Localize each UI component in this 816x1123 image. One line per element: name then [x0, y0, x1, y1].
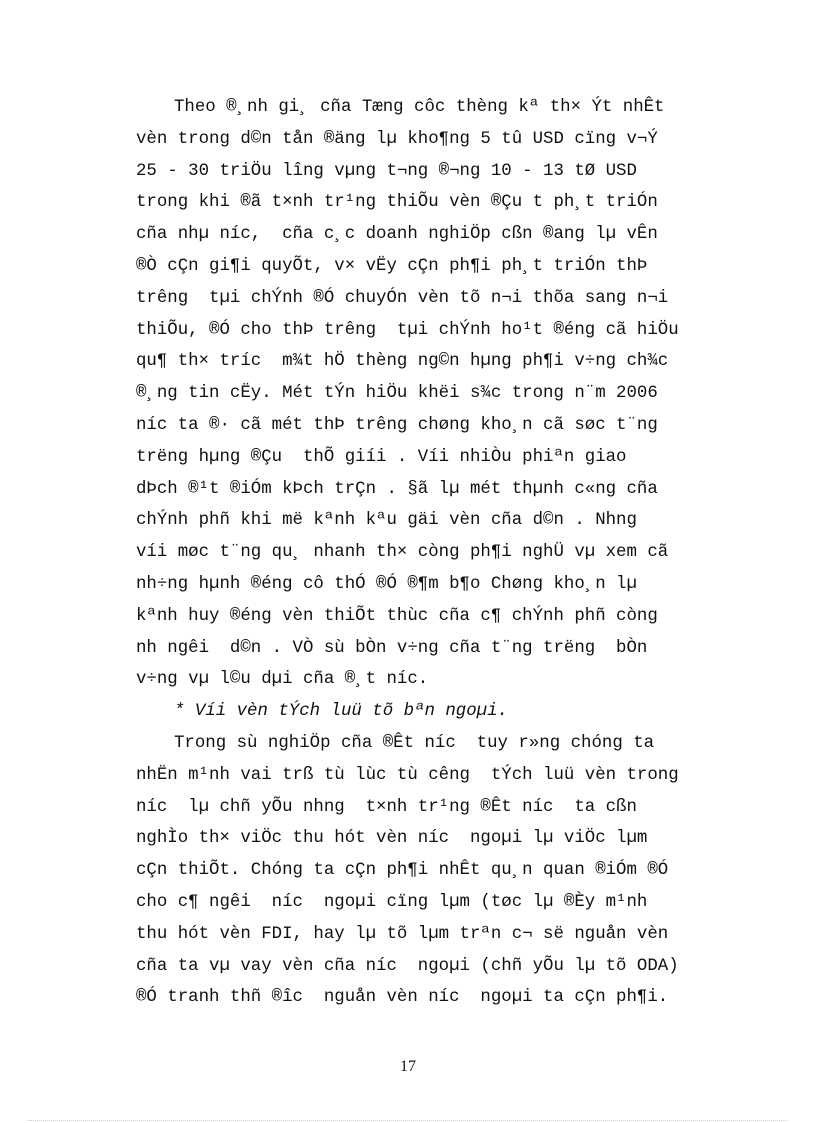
text-line: nh ngêi d©n . VÒ sù bÒn v÷ng cña t¨ng trëng bÒn	[136, 638, 648, 658]
text-line: * Víi vèn tÝch luü tõ bªn ngoµi.	[174, 702, 508, 722]
text-line: trêng tµi chÝnh ®Ó chuyÓn vèn tõ n¬i thõa sang n¬i	[136, 288, 669, 308]
text-line: 25 - 30 triÖu lîng vµng t¬ng ®¬ng 10 - 13 tØ USD	[136, 161, 637, 181]
paragraph-1	[136, 92, 768, 696]
text-line: níc lµ chñ yÕu nhng t×nh tr¹ng ®Êt níc ta cßn	[136, 797, 637, 817]
page-bottom-rule	[28, 1120, 788, 1121]
text-line: Theo ®¸nh gi¸ cña Tæng côc thèng kª th× Ýt nhÊt	[174, 98, 665, 117]
text-line: ®Ó tranh thñ ®îc nguån vèn níc ngoµi ta cÇn ph¶i.	[136, 988, 669, 1008]
text-line: v÷ng vµ l©u dµi cña ®¸t níc.	[136, 670, 429, 690]
page-body	[136, 92, 768, 1014]
paragraph-3	[136, 728, 768, 1014]
text-line: Trong sù nghiÖp cña ®Êt níc tuy r»ng chóng ta	[174, 733, 655, 753]
text-line: ®¸ng tin cËy. Mét tÝn hiÖu khëi s¾c trong n¨m 2006	[136, 384, 658, 404]
text-line: vèn trong d©n tån ®äng lµ kho¶ng 5 tû USD cïng v¬Ý	[136, 129, 658, 149]
text-line: qu¶ th× tríc m¾t hÖ thèng ng©n hµng ph¶i v÷ng ch¾c	[136, 352, 669, 372]
text-line: nghÌo th× viÖc thu hót vèn níc ngoµi lµ viÖc lµm	[136, 829, 648, 849]
text-line: thu hót vèn FDI, hay lµ tõ lµm trªn c¬ së nguån vèn	[136, 924, 669, 944]
text-line: víi møc t¨ng qu¸ nhanh th× còng ph¶i nghÜ vµ xem cã	[136, 543, 669, 563]
page-number: 17	[400, 1058, 416, 1075]
text-line: trëng hµng ®Çu thÕ giíi . Víi nhiÒu phiªn giao	[136, 447, 627, 467]
text-line: thiÕu, ®Ó cho thÞ trêng tµi chÝnh ho¹t ®éng cã hiÖu	[136, 320, 679, 340]
text-line: cña nhµ níc, cña c¸c doanh nghiÖp cßn ®ang lµ vÊn	[136, 225, 658, 245]
text-line: chÝnh phñ khi më kªnh kªu gäi vèn cña d©n . Nhng	[136, 511, 637, 531]
text-line: trong khi ®ã t×nh tr¹ng thiÕu vèn ®Çu t ph¸t triÓn	[136, 193, 658, 213]
text-line: níc ta ®· cã mét thÞ trêng chøng kho¸n cã søc t¨ng	[136, 415, 658, 435]
text-line: cho c¶ ngêi níc ngoµi cïng lµm (tøc lµ ®Èy m¹nh	[136, 892, 648, 912]
text-line: cña ta vµ vay vèn cña níc ngoµi (chñ yÕu lµ tõ ODA)	[136, 956, 679, 976]
paragraph-2-heading	[136, 696, 768, 728]
text-line: dÞch ®¹t ®iÓm kÞch trÇn . §ã lµ mét thµnh c«ng cña	[136, 479, 658, 499]
text-line: nh÷ng hµnh ®éng cô thÓ ®Ó ®¶m b¶o Chøng kho¸n lµ	[136, 574, 637, 594]
text-line: cÇn thiÕt. Chóng ta cÇn ph¶i nhÊt qu¸n quan ®iÓm ®Ó	[136, 861, 669, 881]
text-line: ®Ò cÇn gi¶i quyÕt, v× vËy cÇn ph¶i ph¸t triÓn thÞ	[136, 256, 648, 276]
text-line: nhËn m¹nh vai trß tù lùc tù cêng tÝch luü vèn trong	[136, 765, 679, 785]
text-line: kªnh huy ®éng vèn thiÕt thùc cña c¶ chÝnh phñ còng	[136, 606, 658, 626]
